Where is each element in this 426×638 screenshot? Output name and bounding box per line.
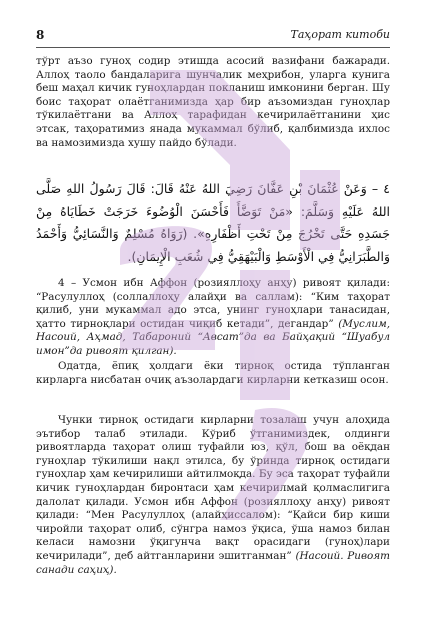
hadith-translation-paragraph bbox=[36, 277, 390, 359]
header-rule bbox=[36, 47, 390, 48]
hadith-translation-text: 4 – Усмон ибн Аффон (розияллоҳу анҳу) ривоят қилади: “Расулуллоҳ (соллаллоҳу алайҳи ва саллам): “Ким таҳорат қилиб, уни мукаммал адо этса, унинг гуноҳлари танасидан, ҳатто тирноқлари остидан чиқиб кетади”, дегандар” bbox=[36, 277, 390, 330]
commentary-paragraph-2-source: (Насоий. Ривоят санади саҳиҳ). bbox=[36, 549, 390, 576]
arabic-hadith-text: ٤ – وَعَنْ عُثْمَانَ بْنِ عَفَّانَ رَضِيَ اللهُ عَنْهُ قَالَ: قَالَ رَسُولُ اللهِ صَلَّى اللهُ عَلَيْهِ وَسَلَّمَ: «مَنْ تَوَضَّأَ فَأَحْسَنَ الْوُضُوءَ خَرَجَتْ خَطَايَاهُ مِنْ جَسَدِهِ حَتَّى تَخْرُجَ مِنْ تَحْتِ أَظْفَارِهِ». (رَوَاهُ مُسْلِمٌ وَالنَّسَائِيُّ وَأَحْمَدُ وَالطَّبَرَانِيُّ فِي الْأَوْسَطِ وَالْبَيْهَقِيُّ فِي شُعَبِ الْإِيمَانِ). bbox=[36, 181, 390, 264]
intro-paragraph: тўрт аъзо гуноҳ содир этишда асосий вазифани бажаради. Аллоҳ таоло бандаларига шунчалик меҳрибон, уларга кунига беш маҳал кичик гуноҳлардан покланиш имконини берган. Шу боис таҳорат олаётганимизда ҳар бир аъзомиздан гуноҳлар тўкилаётгани ва Аллоҳ тарафидан кечирилаётганини ҳис этсак, таҳоратимиз янада мукаммал бўлиб, қалбимизда ихлос ва намозимизда хушу пайдо бўлади. bbox=[36, 55, 390, 149]
page-header bbox=[36, 28, 390, 48]
commentary-paragraph-2 bbox=[36, 414, 390, 577]
running-title: Таҳорат китоби bbox=[290, 28, 390, 41]
commentary-paragraph-2-text: Чунки тирноқ остидаги кирларни тозалаш учун алоҳида эътибор талаб этилади. Кўриб ўтганимиздек, олдинги ривоятларда таҳорат олиш туфайли юз, қўл, бош ва оёқдан гуноҳлар тўкилиши нақл этилса, бу ўринда тирноқ остидаги гуноҳлар ҳам кечирилиши айтилмоқда. Бу эса таҳорат туфайли кичик гуноҳлардан биронтаси ҳам кечирилмай қолмаслигига далолат қилади. Усмон ибн Аффон (розияллоҳу анҳу) ривоят қилади: “Мен Расулуллоҳ (алайҳиссалом): “Қайси бир киши чиройли таҳорат олиб, сўнгра намоз ўқиса, ўша намоз билан келаси намозни ўқигунча вақт орасидаги (гуноҳ)лари кечирилади”, деб айтганларини эшитганман” bbox=[36, 414, 390, 562]
commentary-paragraph-1: Одатда, ёпиқ ҳолдаги ёки тирноқ остида тўпланган кирларга нисбатан очиқ аъзолардаги кирларни кетказиш осон. bbox=[36, 360, 390, 386]
hadith-translation-source: (Муслим, Насоий, Аҳмад, Табароний “Авсат”да ва Байҳақий “Шуабул имон”да ривоят қилган). bbox=[36, 317, 390, 357]
page-number: 8 bbox=[36, 28, 45, 42]
